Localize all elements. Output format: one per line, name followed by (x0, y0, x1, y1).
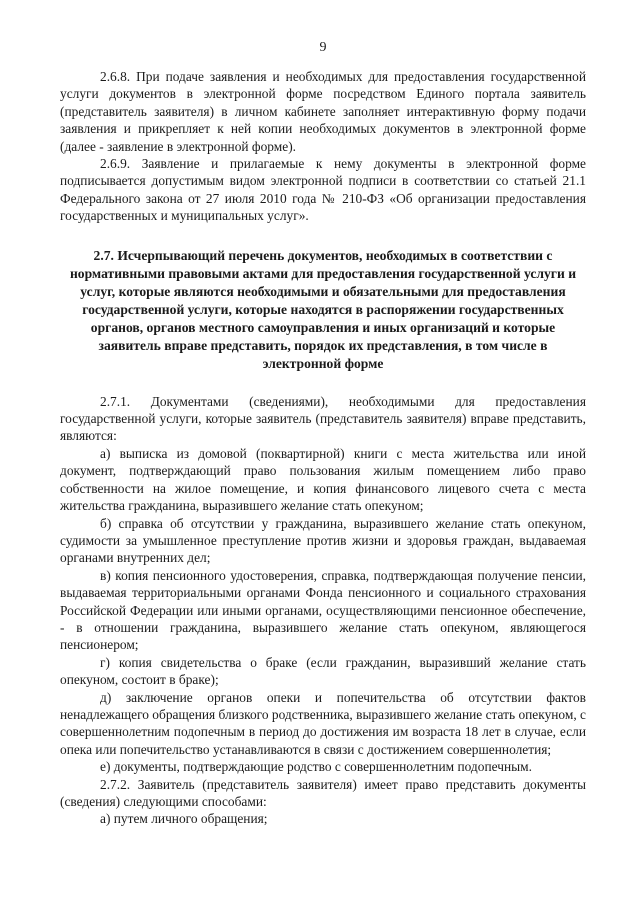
paragraph-2-7-1: 2.7.1. Документами (сведениями), необходимыми для предоставления государственной услуги, которые заявитель (представитель заявителя) вправе представить, являются: (60, 393, 586, 444)
list-item-b: б) справка об отсутствии у гражданина, выразившего желание стать опекуном, судимости за умышленное преступление против жизни и здоровья граждан, выдаваемая органами внутренних дел; (60, 515, 586, 566)
paragraph-2-6-9: 2.6.9. Заявление и прилагаемые к нему документы в электронной форме подписывается допустимым видом электронной подписи в соответствии со статьей 21.1 Федерального закона от 27 июля 2010 года № 210-ФЗ «Об организации предоставления государственных и муниципальных услуг». (60, 156, 586, 224)
page-number: 9 (319, 40, 327, 55)
paragraph-2-6-8: 2.6.8. При подаче заявления и необходимых для предоставления государственной услуги документов в электронной форме посредством Единого портала заявитель (представитель заявителя) в личном кабинете заполняет интерактивную форму подачи заявления и прикрепляет к ней копии необходимых документов в электронной форме (далее - заявление в электронной форме). (60, 69, 586, 154)
spacer (60, 373, 586, 393)
list-item-v: в) копия пенсионного удостоверения, справка, подтверждающая получение пенсии, выдаваемая территориальными органами Фонда пенсионного и социального страхования Российской Федерации или иными органами, осуществляющими пенсионное обеспечение, - в отношении гражданина, выразившего желание стать опекуном, являющегося пенсионером; (60, 567, 586, 653)
spacer (60, 225, 586, 247)
list-item-e: е) документы, подтверждающие родство с совершеннолетним подопечным. (100, 759, 532, 775)
section-heading-2-7: 2.7. Исчерпывающий перечень документов, необходимых в соответствии с нормативными правовыми актами для предоставления государственной услуги и услуг, которые являются необходимыми и обязательными для предоставления государственной услуги, которые находятся в распоряжении государственных органов, органов местного самоуправления и иных организаций и которые заявитель вправе представить, порядок их представления, в том числе в электронной форме (69, 247, 577, 371)
list-item-a-personal: а) путем личного обращения; (100, 811, 268, 827)
paragraph-2-7-2: 2.7.2. Заявитель (представитель заявителя) имеет право представить документы (сведения) следующими способами: (60, 776, 586, 809)
list-item-g: г) копия свидетельства о браке (если гражданин, выразивший желание стать опекуном, состоит в браке); (60, 654, 586, 688)
list-item-d: д) заключение органов опеки и попечительства об отсутствии фактов ненадлежащего обращения близкого родственника, выразившего желание стать опекуном, с совершеннолетним подопечным в период до достижения им возраста 18 лет в случае, если опека или попечительство устанавливаются в связи с достижением совершеннолетия; (60, 689, 586, 757)
list-item-a: а) выписка из домовой (поквартирной) книги с места жительства или иной документ, подтверждающий право пользования жилым помещением либо право собственности на жилое помещение, и копия финансового лицевого счета с места жительства гражданина, выразившего желание стать опекуном; (60, 445, 586, 514)
